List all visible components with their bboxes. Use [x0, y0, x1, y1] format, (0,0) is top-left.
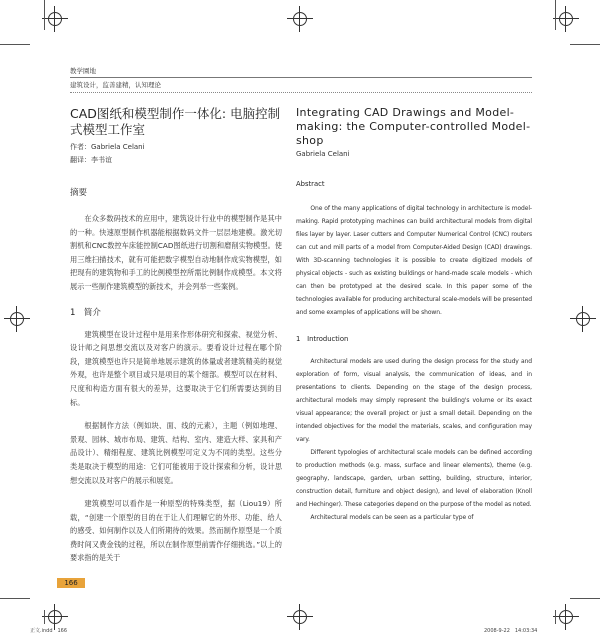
- english-article-title: Integrating CAD Drawings and Model-making: the Computer-controlled Model-shop: [296, 106, 531, 147]
- header-rule: [70, 77, 532, 78]
- registration-mark-top-left: [42, 6, 68, 32]
- registration-mark-bottom-center: [287, 604, 313, 630]
- english-abstract: One of the many applications of digital technology in architecture is model-making. Rapid prototyping machines can build architectural models from digital files layer by layer. Laser cutters and Computer Numerical Control (CNC) routers can cut and mill parts of a model from Computer-Aided Design (CAD) drawings. With 3D-scanning technologies it is possible to create digitized models of physical objects - such as existing buildings or hand-made scale models - which can then be prototyped at the desired scale. In this paper some of the technologies available for producing architectural scale-models will be presented and some examples of applications will be shown.: [296, 205, 532, 316]
- english-intro-paragraph-2: Different typologies of architectural scale models can be defined according to production methods (e.g. mass, surface and linear elements), theme (e.g. geography, landscape, garden, urban setting, building, structure, interior, construction detail, furniture and object design), and level of elaboration (Knoll and Hechinger). These categories depend on the purpose of the model as noted.: [296, 449, 532, 508]
- crop-mark: [555, 0, 556, 30]
- registration-mark-bottom-right: [553, 604, 579, 630]
- registration-mark-top-center: [287, 6, 313, 32]
- registration-mark-top-right: [553, 6, 579, 32]
- english-author: Gabriela Celani: [296, 150, 350, 158]
- page-number: 166: [64, 579, 78, 587]
- running-header-keywords: 建筑设计，监善建精，认知理论: [70, 81, 161, 89]
- crop-mark: [0, 598, 30, 599]
- english-intro-paragraph-1: Architectural models are used during the design process for the study and exploration of form, visual analysis, the communication of ideas, and in presentations to clients. Depending on the stage of the design process, architectural models may simply represent the building's volume or its exact visual appearance; the overall project or just a small detail. Depending on the intended objectives for the model the materials, scales, and configuration may vary.: [296, 358, 532, 443]
- chinese-intro-heading: 1 简介: [70, 307, 101, 318]
- header-dotted-rule: [70, 92, 532, 93]
- english-abstract-heading: Abstract: [296, 180, 325, 188]
- chinese-abstract: 在众多数码技术的应用中，建筑设计行业中的模型制作是其中的一种。快速原型制作机器能根据数码文件一层层地建模。激光切割机和CNC数控车床能控制CAD图纸进行切割和磨削实物模型。使用三维扫描技术，就有可能把数字模型自动地制作成实物模型，如把现有的建筑物和手工的比例模型控所需比例制作成模型。本文将展示一些制作建筑模型的新技术，并会列举一些案例。: [70, 214, 282, 291]
- crop-mark: [44, 0, 45, 30]
- chinese-intro-paragraph-2: 根据制作方法（例如块、面、线的元素），主题（例如地理、景观、园林、城市布局、建筑、结构、室内、建造大样、家具和产品设计）、精细程度、建筑比例模型可定义为不同的类型。这些分类是取决于模型的用途：它们可能被用于设计探索和分析，设计思想交流以及对客户的展示和展览。: [70, 421, 282, 485]
- registration-mark-left: [4, 306, 30, 332]
- chinese-translator: 翻译：李书谊: [70, 156, 112, 164]
- registration-mark-right: [570, 306, 596, 332]
- footer-file-name: 正文.indd 166: [30, 628, 68, 634]
- english-intro-paragraph-3: Architectural models can be seen as a particular type of: [310, 514, 474, 521]
- chinese-intro-paragraph-1: 建筑模型在设计过程中是用来作形体研究和探索、视觉分析、设计师之间思想交流以及对客户的演示。要看设计过程在哪个阶段，建筑模型也许只是简单地展示建筑的体量或者建筑精美的视觉外观，也许是整个项目或只是项目的某个细部。模型可以在材料、尺度和构造方面有很大的差异，这要取决于它们所需要达到的目标。: [70, 329, 282, 407]
- crop-mark: [555, 610, 556, 624]
- chinese-abstract-heading: 摘要: [70, 188, 88, 198]
- footer-timestamp: 2008-9-22 14:03:34: [484, 628, 538, 634]
- english-intro-heading: 1 Introduction: [296, 335, 349, 343]
- english-column: [296, 106, 532, 524]
- chinese-author: 作者：Gabriela Celani: [70, 143, 145, 151]
- crop-mark: [0, 44, 30, 45]
- chinese-intro-paragraph-3: 建筑模型可以看作是一种原型的特殊类型，据（Liou19）所载，“创建一个原型的目的在于让人们理解它的外形、功能、给人的感受、如何制作以及人们所期待的效果。然而制作原型是一个质费时间又费金钱的过程，所以在制作原型前需作仔细挑选。”以上的要求指的是关于: [70, 499, 282, 563]
- crop-mark: [44, 610, 45, 624]
- running-header-section: 教学園地: [70, 67, 96, 75]
- chinese-article-title: CAD图纸和模型制作一体化: 电脑控制式模型工作室: [70, 106, 281, 137]
- crop-mark: [570, 44, 600, 45]
- chinese-column: [70, 106, 282, 565]
- crop-mark: [570, 598, 600, 599]
